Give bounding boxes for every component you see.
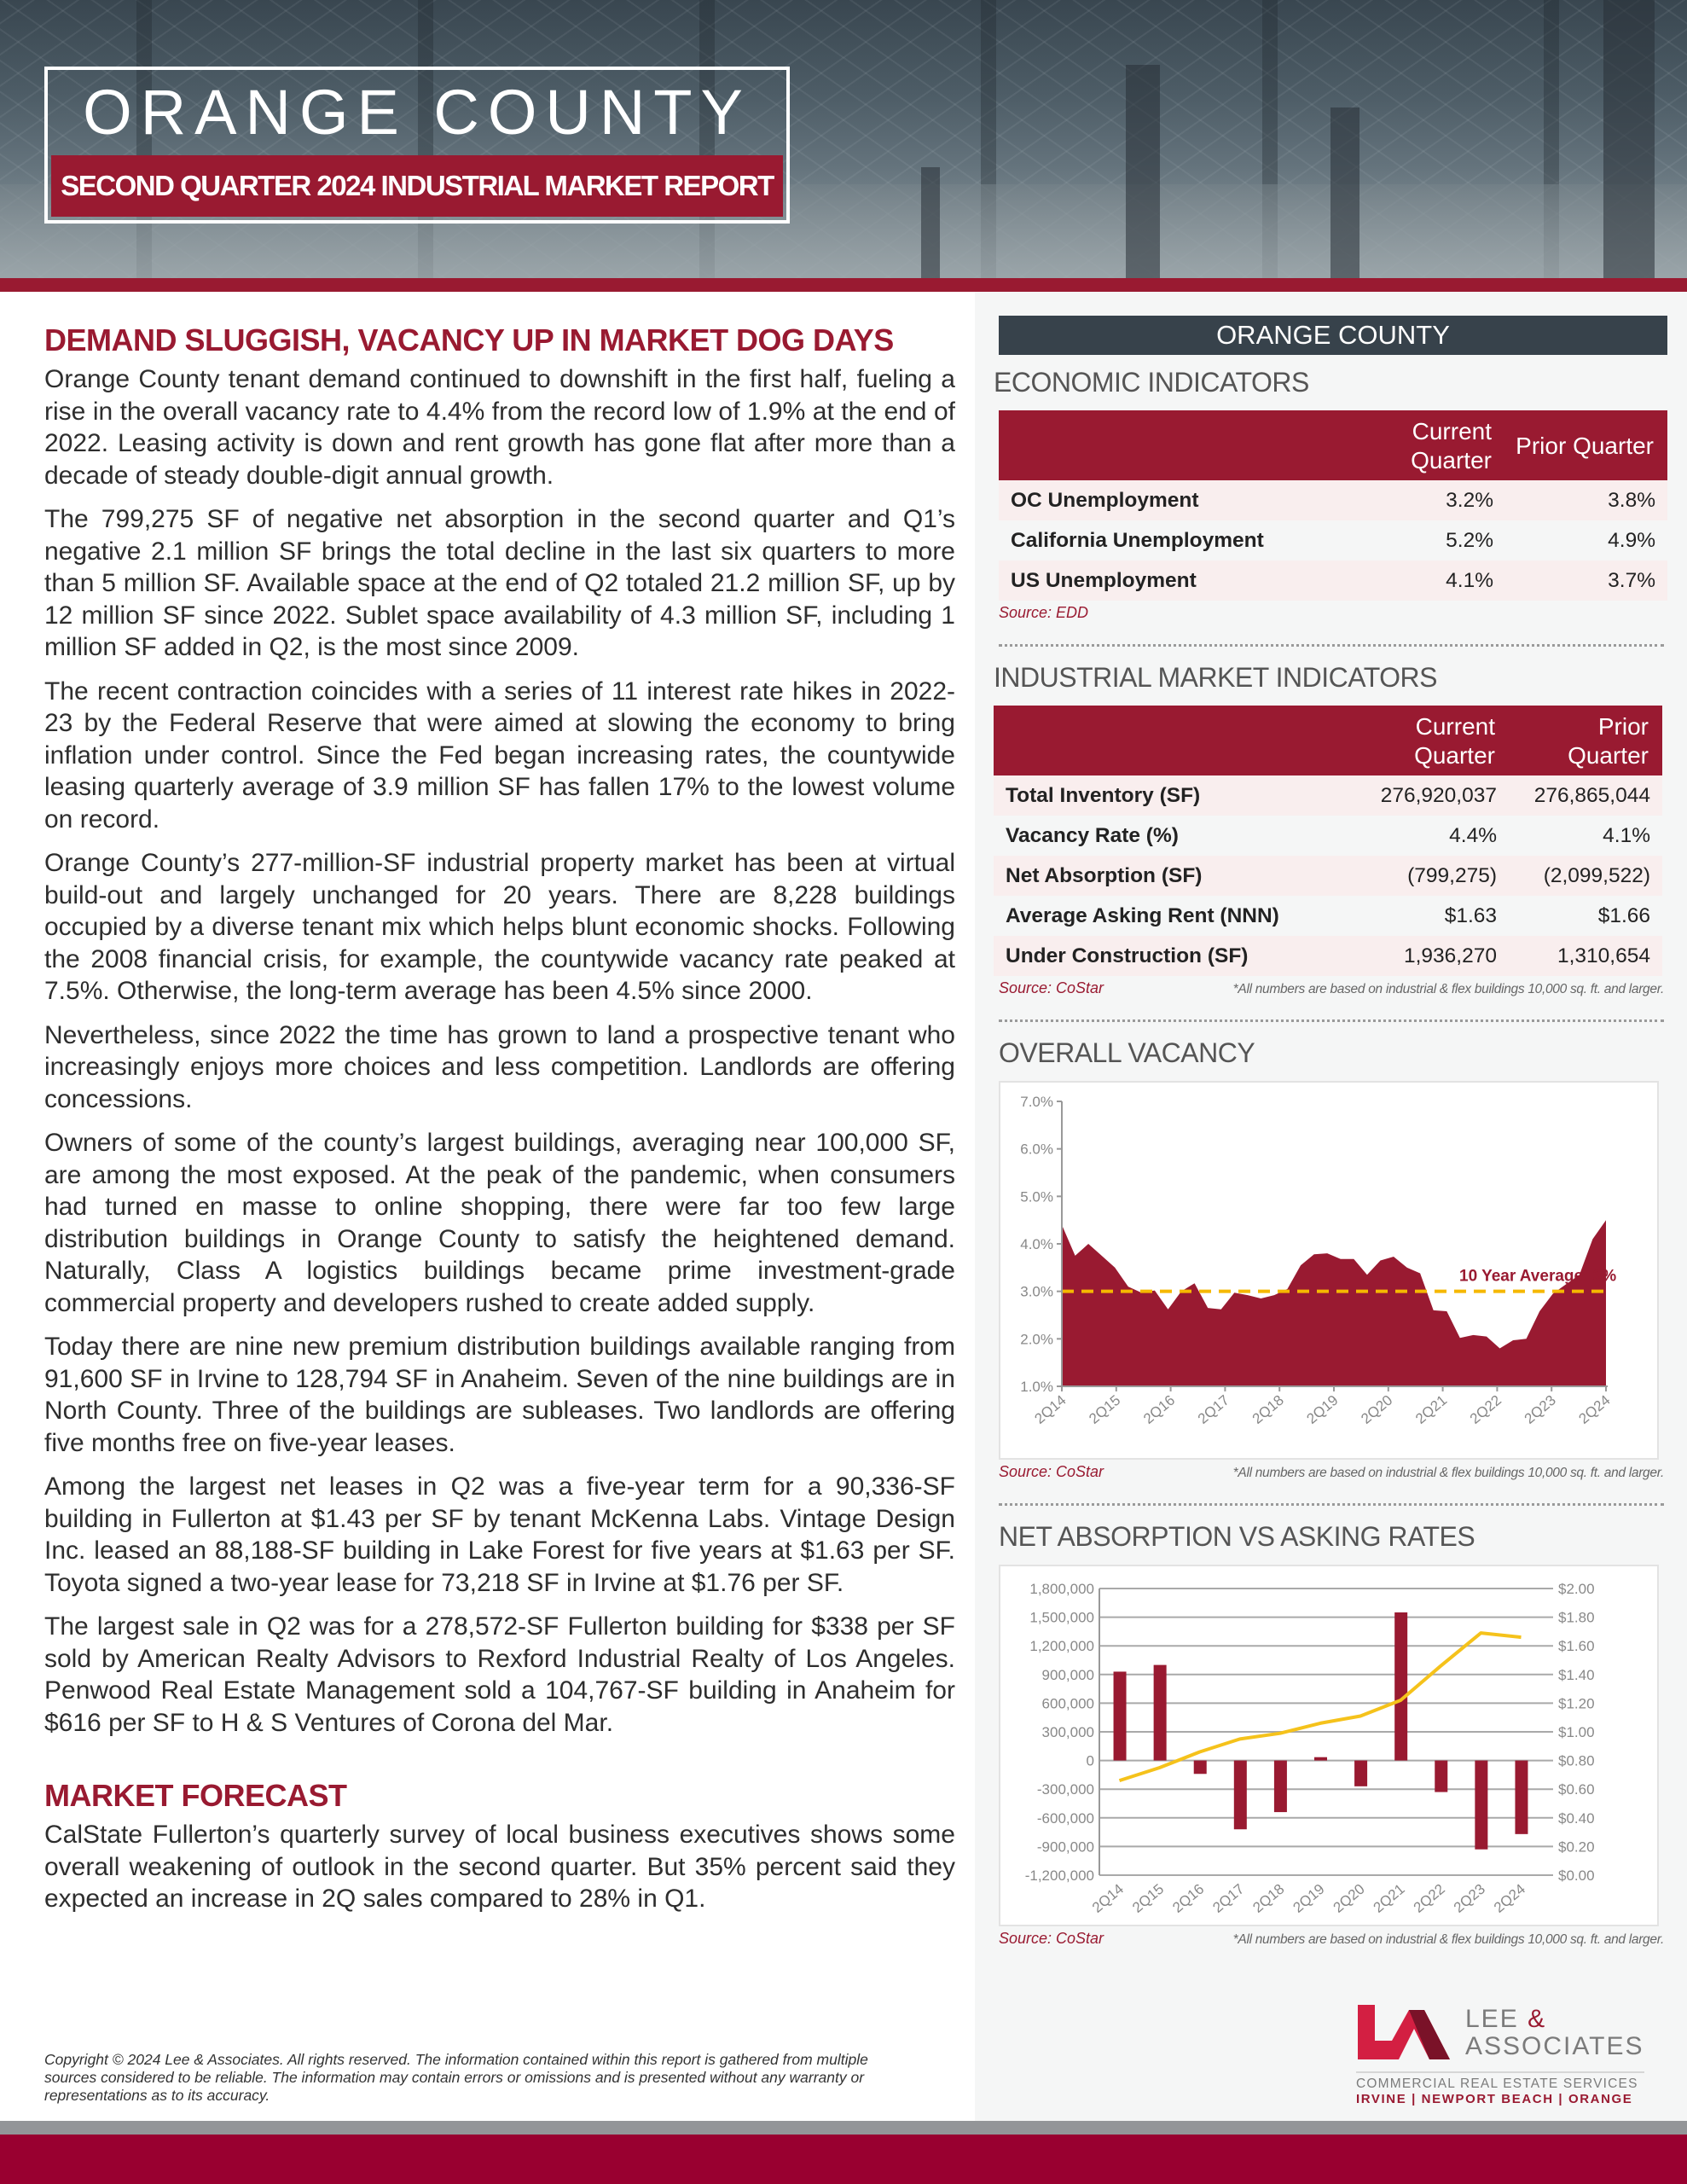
row-label: Under Construction (SF) xyxy=(994,936,1338,976)
prior-value: 4.1% xyxy=(1509,816,1662,856)
hero-accent-bar xyxy=(0,278,1687,292)
y-tick-label: 2.0% xyxy=(1020,1331,1053,1348)
absorption-bar xyxy=(1515,1761,1528,1834)
economic-indicators-table xyxy=(999,410,1667,601)
prior-value: $1.66 xyxy=(1509,896,1662,936)
absorption-bar xyxy=(1154,1665,1167,1761)
article-paragraph: Orange County’s 277-million-SF industrial property market has been at virtual build-out and largely unchanged for 20 years. There are 8,228 buildings occupied by a diverse tenant mix which helps blunt economic shocks. Following the 2008 financial crisis, for example, the countywide vacancy rate peaked at 7.5%. Otherwise, the long-term average has been 4.5% since 2000. xyxy=(44,849,955,1005)
y-tick-label: 6.0% xyxy=(1020,1141,1053,1158)
industrial-indicators-title: INDUSTRIAL MARKET INDICATORS xyxy=(994,662,1437,693)
vacancy-chart xyxy=(1000,1083,1657,1458)
x-tick-label: 2Q18 xyxy=(1249,1880,1288,1916)
table-row xyxy=(994,856,1662,896)
article-paragraph: Among the largest net leases in Q2 was a five-year term for a 90,336-SF building in Fullerton at $1.43 per SF by tenant McKenna Labs. Vintage Design Inc. leased an 88,188-SF building in Lake Forest for five years at $1.63 per SF. Toyota signed a two-year lease for 73,218 SF in Irvine at $1.76 per SF. xyxy=(44,1472,955,1597)
article-paragraph: The 799,275 SF of negative net absorption in the second quarter and Q1’s negative 2.1 million SF brings the total decline in the last six quarters to more than 5 million SF. Available space at the end of Q2 totaled 21.2 million SF, up by 12 million SF since 2022. Sublet space availability of 4.3 million SF, including 1 million SF added in Q2, is the most since 2009. xyxy=(44,505,955,661)
report-subtitle: SECOND QUARTER 2024 INDUSTRIAL MARKET REPORT xyxy=(51,155,783,217)
row-label: OC Unemployment xyxy=(999,480,1335,520)
x-tick-label: 2Q23 xyxy=(1450,1880,1488,1916)
y2-tick-label: $1.40 xyxy=(1558,1666,1595,1683)
x-tick-label: 2Q14 xyxy=(1089,1880,1128,1916)
y-tick-label: 1,500,000 xyxy=(1029,1609,1094,1626)
y-tick-label: 7.0% xyxy=(1020,1094,1053,1110)
logo-ampersand: & xyxy=(1528,2005,1547,2033)
x-tick-label: 2Q22 xyxy=(1410,1880,1448,1916)
x-tick-label: 2Q14 xyxy=(1031,1391,1070,1427)
economic-source: Source: EDD xyxy=(999,604,1089,621)
absorption-bar xyxy=(1354,1761,1367,1786)
y2-tick-label: $0.80 xyxy=(1558,1752,1595,1769)
x-tick-label: 2Q17 xyxy=(1194,1391,1232,1427)
x-tick-label: 2Q24 xyxy=(1490,1880,1529,1916)
absorption-bar xyxy=(1194,1761,1207,1774)
y-tick-label: -900,000 xyxy=(1036,1838,1094,1856)
y-tick-label: 1,800,000 xyxy=(1029,1581,1094,1597)
current-value: 276,920,037 xyxy=(1338,775,1509,816)
vacancy-source: Source: CoStar xyxy=(999,1463,1104,1480)
x-tick-label: 2Q23 xyxy=(1521,1391,1559,1427)
footer-gray-band xyxy=(0,2121,1687,2135)
x-tick-label: 2Q16 xyxy=(1169,1880,1208,1916)
y-tick-label: 3.0% xyxy=(1020,1283,1053,1300)
row-label: Net Absorption (SF) xyxy=(994,856,1338,896)
absorption-bar xyxy=(1274,1761,1287,1812)
article-paragraph: Orange County tenant demand continued to downshift in the first half, fueling a rise in the overall vacancy rate to 4.4% from the record low of 1.9% at the end of 2022. Leasing activity is down and rent growth has gone flat after more than a decade of steady double-digit annual growth. xyxy=(44,365,955,490)
y-tick-label: -600,000 xyxy=(1036,1809,1094,1827)
row-label: Average Asking Rent (NNN) xyxy=(994,896,1338,936)
table-row xyxy=(994,816,1662,856)
warehouse-pillar xyxy=(1603,0,1655,278)
y-tick-label: 4.0% xyxy=(1020,1236,1053,1252)
x-tick-label: 2Q20 xyxy=(1358,1391,1396,1427)
logo-name-line2: ASSOCIATES xyxy=(1465,2032,1644,2060)
prior-value: 4.9% xyxy=(1505,520,1667,561)
prior-value: (2,099,522) xyxy=(1509,856,1662,896)
lee-associates-logo xyxy=(1356,2003,1663,2114)
lee-associates-logo-mark-icon xyxy=(1356,2003,1452,2063)
table-row xyxy=(994,896,1662,936)
logo-tagline: COMMERCIAL REAL ESTATE SERVICES xyxy=(1356,2077,1638,2091)
y-tick-label: 900,000 xyxy=(1041,1666,1094,1683)
economic-indicators-title: ECONOMIC INDICATORS xyxy=(994,367,1309,398)
absorption-bar xyxy=(1114,1671,1127,1760)
current-value: (799,275) xyxy=(1338,856,1509,896)
table-row xyxy=(999,480,1667,520)
vacancy-chart-title: OVERALL VACANCY xyxy=(999,1037,1255,1068)
footer-red-band xyxy=(0,2135,1687,2184)
row-label: US Unemployment xyxy=(999,561,1335,601)
table-row xyxy=(994,936,1662,976)
y-tick-label: -300,000 xyxy=(1036,1781,1094,1798)
table-row xyxy=(994,775,1662,816)
article-paragraph: Today there are nine new premium distribution buildings available ranging from 91,600 SF in Irvine to 128,794 SF in Anaheim. Seven of the nine buildings are in North County. Three of the buildings are subleases. Two landlords are offering five months free on five-year leases. xyxy=(44,1333,955,1457)
logo-office-cities: IRVINE | NEWPORT BEACH | ORANGE xyxy=(1356,2092,1633,2106)
y2-tick-label: $0.60 xyxy=(1558,1781,1595,1798)
absorption-bar xyxy=(1314,1757,1327,1761)
report-title-box xyxy=(44,67,790,224)
absorption-bar xyxy=(1234,1761,1247,1830)
x-tick-label: 2Q21 xyxy=(1370,1880,1408,1916)
x-tick-label: 2Q18 xyxy=(1249,1391,1287,1427)
absorption-chart-box xyxy=(999,1565,1659,1926)
column-header-current: Current Quarter xyxy=(1338,706,1509,775)
article-paragraph: Nevertheless, since 2022 the time has grown to land a prospective tenant who increasingly enjoys more choices and less competition. Landlords are offering concessions. xyxy=(44,1020,955,1113)
absorption-bar xyxy=(1435,1761,1447,1792)
column-header-prior: Prior Quarter xyxy=(1505,410,1667,480)
x-tick-label: 2Q22 xyxy=(1466,1391,1504,1427)
row-label: Vacancy Rate (%) xyxy=(994,816,1338,856)
y-tick-label: -1,200,000 xyxy=(1024,1867,1094,1884)
article-paragraph: Owners of some of the county’s largest buildings, averaging near 100,000 SF, are among the most exposed. At the peak of the pandemic, when consumers had turned en masse to online shopping, there were far too few large distribution buildings in Orange County to satisfy the heightened demand. Naturally, Class A logistics buildings became prime investment-grade commercial property and developers rushed to create added supply. xyxy=(44,1129,955,1317)
y2-tick-label: $1.80 xyxy=(1558,1609,1595,1626)
logo-lee: LEE xyxy=(1465,2005,1519,2033)
logo-divider xyxy=(1356,2071,1644,2073)
prior-value: 276,865,044 xyxy=(1509,775,1662,816)
warehouse-pillar xyxy=(1330,107,1359,278)
y2-tick-label: $0.00 xyxy=(1558,1867,1595,1884)
x-tick-label: 2Q15 xyxy=(1129,1880,1168,1916)
x-tick-label: 2Q16 xyxy=(1140,1391,1179,1427)
industrial-footnote: *All numbers are based on industrial & flex buildings 10,000 sq. ft. and larger. xyxy=(1232,982,1664,996)
vacancy-chart-box xyxy=(999,1081,1659,1460)
y-tick-label: 1,200,000 xyxy=(1029,1638,1094,1655)
x-tick-label: 2Q20 xyxy=(1330,1880,1368,1916)
report-title: ORANGE COUNTY xyxy=(83,77,751,148)
article-paragraph: The recent contraction coincides with a series of 11 interest rate hikes in 2022-23 by the Federal Reserve that were aimed at slowing the economy to bring inflation under control. Since the Fed began increasing rates, the countywide leasing quarterly average of 3.9 million SF has fallen 17% to the lowest volume on record. xyxy=(44,677,955,834)
row-label: California Unemployment xyxy=(999,520,1335,561)
table-header-blank xyxy=(999,410,1335,480)
x-tick-label: 2Q19 xyxy=(1303,1391,1342,1427)
y-tick-label: 300,000 xyxy=(1041,1724,1094,1740)
absorption-source: Source: CoStar xyxy=(999,1930,1104,1947)
hero-banner-image xyxy=(0,0,1687,278)
forecast-paragraph: CalState Fullerton’s quarterly survey of local business executives shows some overall weakening of outlook in the second quarter. But 35% percent said they expected an increase in 2Q sales compared to 28% in Q1. xyxy=(44,1821,955,1913)
y-tick-label: 1.0% xyxy=(1020,1379,1053,1395)
y2-tick-label: $0.20 xyxy=(1558,1838,1595,1856)
warehouse-pillar xyxy=(921,167,940,278)
article-column xyxy=(44,316,955,1915)
x-tick-label: 2Q21 xyxy=(1412,1391,1451,1427)
section-divider xyxy=(999,1503,1664,1506)
vacancy-footnote: *All numbers are based on industrial & flex buildings 10,000 sq. ft. and larger. xyxy=(1232,1466,1664,1480)
x-tick-label: 2Q17 xyxy=(1209,1880,1248,1916)
y2-tick-label: $1.00 xyxy=(1558,1724,1595,1740)
prior-value: 3.7% xyxy=(1505,561,1667,601)
y2-tick-label: $2.00 xyxy=(1558,1581,1595,1597)
prior-value: 3.8% xyxy=(1505,480,1667,520)
y-tick-label: 600,000 xyxy=(1041,1695,1094,1712)
copyright-notice: Copyright © 2024 Lee & Associates. All rights reserved. The information contained within this report is gathered from multiple sources considered to be reliable. The information may contain errors or omissions and is presented without any warranty or representations as to its accuracy. xyxy=(44,2051,868,2104)
current-value: 5.2% xyxy=(1335,520,1505,561)
absorption-chart-title: NET ABSORPTION VS ASKING RATES xyxy=(999,1521,1475,1552)
sidebar xyxy=(994,316,1667,1948)
sidebar-banner: ORANGE COUNTY xyxy=(999,316,1667,355)
warehouse-pillar xyxy=(1126,65,1160,278)
current-value: $1.63 xyxy=(1338,896,1509,936)
table-header-blank xyxy=(994,706,1338,775)
vacancy-area xyxy=(1062,1220,1606,1386)
ten-year-average-label: 10 Year Average: 3% xyxy=(1459,1267,1617,1286)
row-label: Total Inventory (SF) xyxy=(994,775,1338,816)
x-tick-label: 2Q24 xyxy=(1575,1391,1614,1427)
logo-name-line1 xyxy=(1465,2005,1546,2034)
industrial-source: Source: CoStar xyxy=(999,979,1104,996)
current-value: 3.2% xyxy=(1335,480,1505,520)
x-tick-label: 2Q15 xyxy=(1086,1391,1124,1427)
x-tick-label: 2Q19 xyxy=(1290,1880,1328,1916)
absorption-chart xyxy=(1000,1566,1657,1925)
section-divider xyxy=(999,1019,1664,1022)
absorption-bar xyxy=(1475,1761,1487,1850)
forecast-heading: MARKET FORECAST xyxy=(44,1778,347,1813)
y2-tick-label: $1.60 xyxy=(1558,1638,1595,1655)
current-value: 4.1% xyxy=(1335,561,1505,601)
absorption-footnote: *All numbers are based on industrial & flex buildings 10,000 sq. ft. and larger. xyxy=(1232,1932,1664,1947)
current-value: 1,936,270 xyxy=(1338,936,1509,976)
y-tick-label: 0 xyxy=(1086,1752,1094,1769)
prior-value: 1,310,654 xyxy=(1509,936,1662,976)
column-header-current: Current Quarter xyxy=(1335,410,1505,480)
current-value: 4.4% xyxy=(1338,816,1509,856)
article-headline: DEMAND SLUGGISH, VACANCY UP IN MARKET DOG DAYS xyxy=(44,322,894,357)
column-header-prior: Prior Quarter xyxy=(1509,706,1662,775)
table-row xyxy=(999,520,1667,561)
y-tick-label: 5.0% xyxy=(1020,1188,1053,1205)
absorption-bar xyxy=(1394,1612,1407,1761)
industrial-indicators-table xyxy=(994,706,1662,976)
y2-tick-label: $0.40 xyxy=(1558,1809,1595,1827)
article-paragraph: The largest sale in Q2 was for a 278,572-SF Fullerton building for $338 per SF sold by American Realty Advisors to Rexford Industrial Realty of Los Angeles. Penwood Real Estate Management sold a 104,767-SF building in Anaheim for $616 per SF to H & S Ventures of Corona del Mar. xyxy=(44,1612,955,1737)
y2-tick-label: $1.20 xyxy=(1558,1695,1595,1712)
table-row xyxy=(999,561,1667,601)
section-divider xyxy=(999,644,1664,647)
